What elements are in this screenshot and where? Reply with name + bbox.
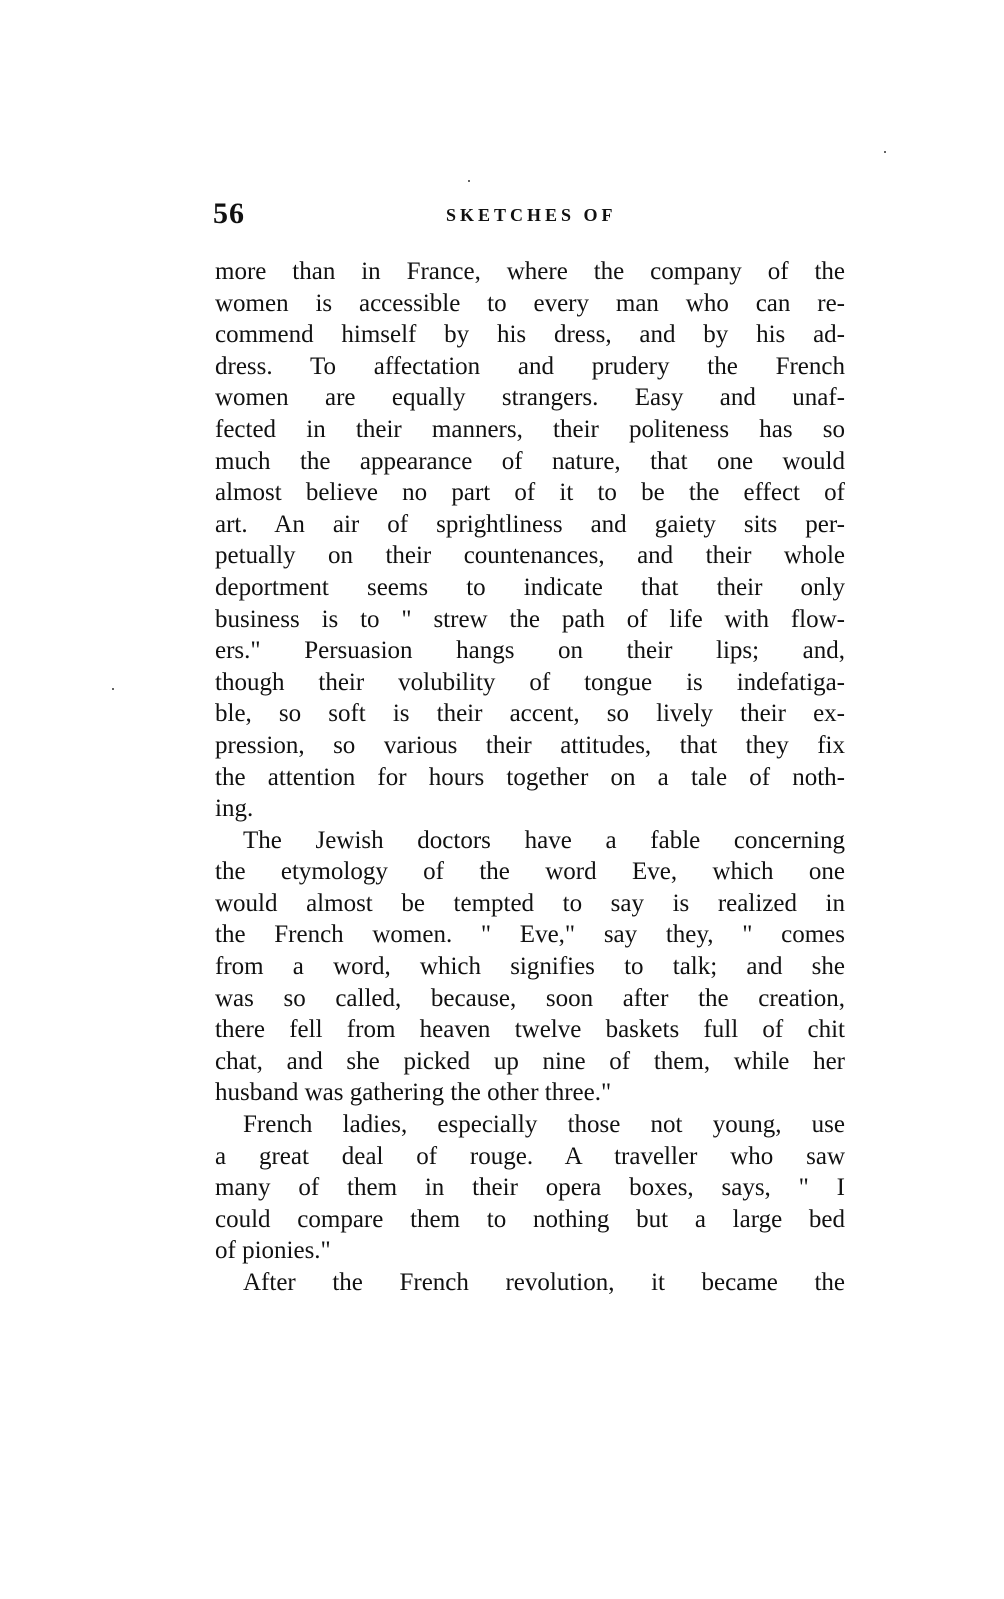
text-line: commend himself by his dress, and by his ad- xyxy=(215,321,845,349)
text-line: deportment seems to indicate that their only xyxy=(215,573,845,601)
text-line: chat, and she picked up nine of them, while her xyxy=(215,1047,845,1075)
running-head: SKETCHES OF xyxy=(446,205,617,225)
text-line: a great deal of rouge. A traveller who saw xyxy=(215,1142,845,1170)
text-line: though their volubility of tongue is indefatiga- xyxy=(215,668,845,696)
text-line: could compare them to nothing but a large bed xyxy=(215,1205,845,1233)
text-line: fected in their manners, their politeness has so xyxy=(215,415,845,443)
text-line: The Jewish doctors have a fable concerning xyxy=(243,826,845,854)
text-line: women is accessible to every man who can re- xyxy=(215,289,845,317)
text-line: French ladies, especially those not young, use xyxy=(243,1111,845,1139)
text-line: the French women. " Eve," say they, " comes xyxy=(215,921,845,949)
text-line: the attention for hours together on a tale of noth- xyxy=(215,763,845,791)
body-text xyxy=(215,256,845,1299)
text-line: there fell from heaven twelve baskets full of chit xyxy=(215,1016,845,1044)
page-number: 56 xyxy=(213,197,245,230)
text-line: ers." Persuasion hangs on their lips; and, xyxy=(215,637,845,665)
text-line: almost believe no part of it to be the effect of xyxy=(215,479,845,507)
text-line: petually on their countenances, and their whole xyxy=(215,542,845,570)
text-line: dress. To affectation and prudery the French xyxy=(215,352,845,380)
print-speck xyxy=(884,151,886,153)
text-line: would almost be tempted to say is realized in xyxy=(215,889,845,917)
text-line: much the appearance of nature, that one would xyxy=(215,447,845,475)
text-line: women are equally strangers. Easy and unaf- xyxy=(215,384,845,412)
page-header xyxy=(213,196,843,232)
text-line: from a word, which signifies to talk; and she xyxy=(215,953,845,981)
text-line: business is to " strew the path of life with flow- xyxy=(215,605,845,633)
text-line: pression, so various their attitudes, that they fix xyxy=(215,731,845,759)
text-line: many of them in their opera boxes, says, " I xyxy=(215,1174,845,1202)
print-speck xyxy=(468,180,470,182)
text-line: art. An air of sprightliness and gaiety sits per- xyxy=(215,510,845,538)
text-line: of pionies." xyxy=(215,1237,331,1265)
text-line: ing. xyxy=(215,795,254,823)
text-line: ble, so soft is their accent, so lively their ex- xyxy=(215,700,845,728)
text-line: was so called, because, soon after the creation, xyxy=(215,984,845,1012)
text-line: more than in France, where the company of the xyxy=(215,258,845,285)
text-line: After the French revolution, it became the xyxy=(243,1269,845,1296)
text-line: husband was gathering the other three." xyxy=(215,1079,612,1107)
text-line: the etymology of the word Eve, which one xyxy=(215,858,845,886)
print-speck xyxy=(112,688,114,690)
